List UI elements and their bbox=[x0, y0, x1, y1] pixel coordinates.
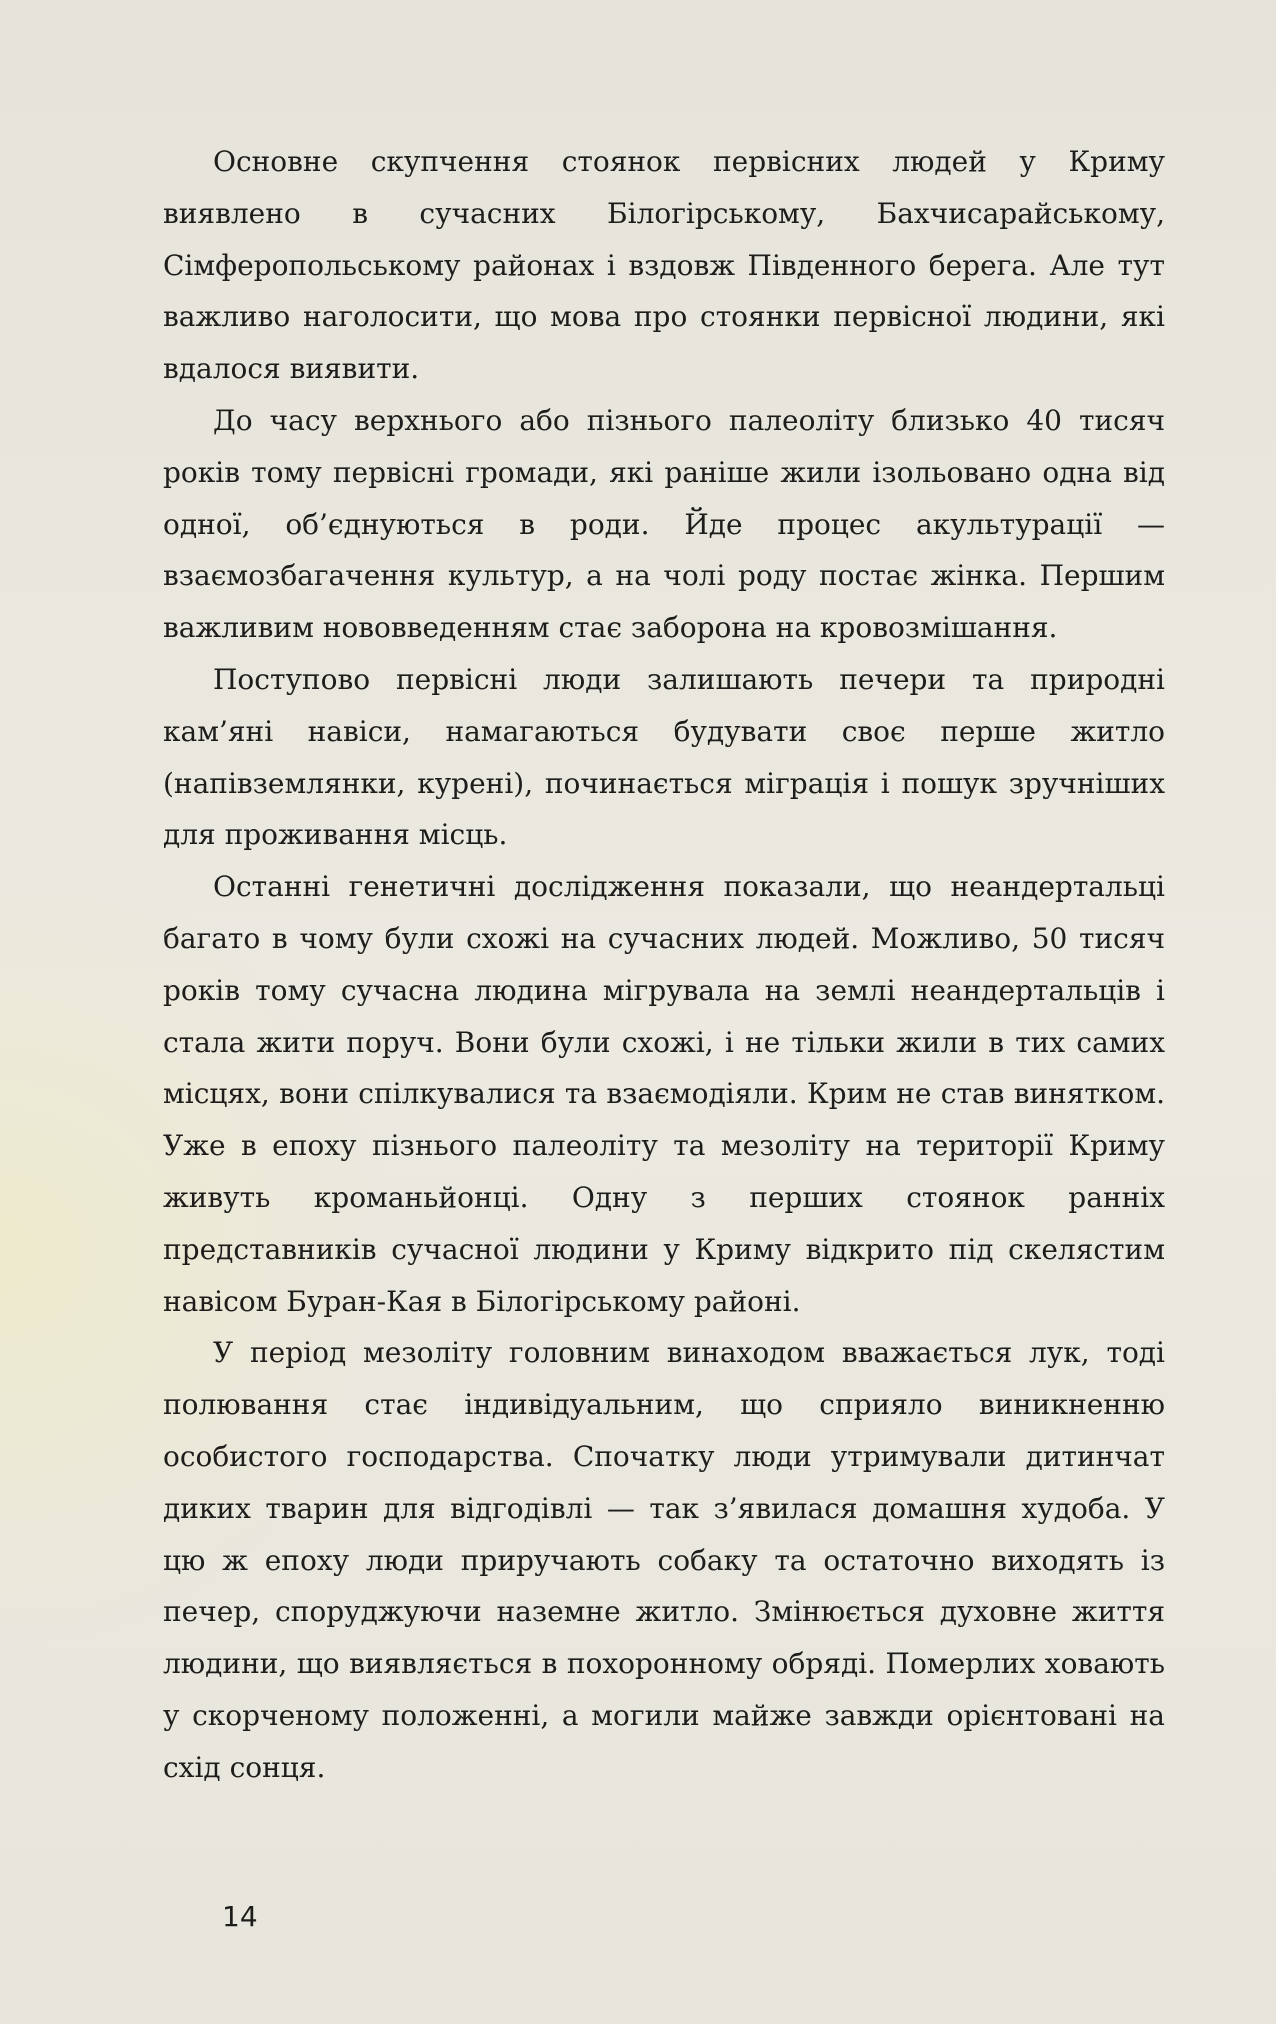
page-body bbox=[163, 136, 1165, 1794]
paragraph-1: Основне скупчення стоянок первісних людей у Криму виявлено в сучасних Білогірському, Бахчисарайському, Сімферопольському районах і вздовж Південного берега. Але тут важливо наголосити, що мова про стоянки первісної людини, які вдалося виявити. bbox=[163, 145, 1165, 386]
paragraph-5: У період мезоліту головним винаходом вважається лук, тоді полювання стає індивідуальним, що сприяло виникненню особистого господарства. Спочатку люди утримували дитинчат диких тварин для відгодівлі — так з’явилася домашня худоба. У цю ж епоху люди приручають собаку та остаточно виходять із печер, споруджуючи наземне житло. Змінюється духовне життя людини, що виявляється в похоронному обряді. Померлих ховають у скорченому положенні, а могили майже завжди орієнтовані на схід сонця. bbox=[163, 1336, 1165, 1784]
page-number: 14 bbox=[222, 1900, 258, 1933]
paragraph-4: Останні генетичні дослідження показали, що неандертальці багато в чому були схожі на сучасних людей. Можливо, 50 тисяч років тому сучасна людина мігрувала на землі неандертальців і стала жити поруч. Вони були схожі, і не тільки жили в тих самих місцях, вони спілкувалися та взаємодіяли. Крим не став винятком. Уже в епоху пізнього палеоліту та мезоліту на території Криму живуть кроманьйонці. Одну з перших стоянок ранніх представників сучасної людини у Криму відкрито під скелястим навісом Буран-Кая в Білогірському районі. bbox=[163, 870, 1165, 1318]
paragraph-3: Поступово первісні люди залишають печери та природні кам’яні навіси, намагаються будувати своє перше житло (напівземлянки, курені), починається міграція і пошук зручніших для проживання місць. bbox=[163, 662, 1165, 852]
paragraph-2: До часу верхнього або пізнього палеоліту близько 40 тисяч років тому первісні громади, які раніше жили ізольовано одна від одної, об’єднуються в роди. Йде процес акультурації — взаємозбагачення культур, а на чолі роду постає жінка. Першим важливим нововведенням стає заборона на кровозмішання. bbox=[163, 403, 1165, 645]
